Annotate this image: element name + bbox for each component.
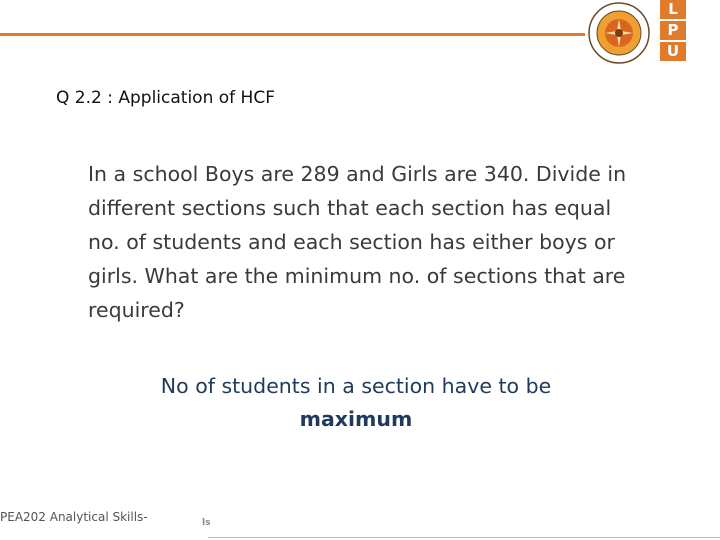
- hint-text: [100, 370, 612, 436]
- problem-statement: In a school Boys are 289 and Girls are 340. Divide in different sections such that each section has equal no. of students and each section has either boys or girls. What are the minimum no. of sections that are required?: [88, 162, 627, 322]
- university-seal-logo: [588, 2, 650, 64]
- footer-tail-text: ls: [202, 518, 211, 528]
- logo-letter-u: U: [660, 42, 686, 61]
- hint-line: No of students in a section have to be: [160, 374, 552, 398]
- footer-rule: [208, 537, 720, 538]
- hint-emphasis: maximum: [299, 407, 413, 431]
- logo-letter-p: P: [660, 21, 686, 40]
- footer-course-label: PEA202 Analytical Skills-: [0, 510, 148, 524]
- header-rule: [0, 33, 585, 36]
- slide-title: Q 2.2 : Application of HCF: [56, 88, 275, 108]
- lpu-letter-blocks: [660, 0, 690, 63]
- logo-letter-l: L: [660, 0, 686, 19]
